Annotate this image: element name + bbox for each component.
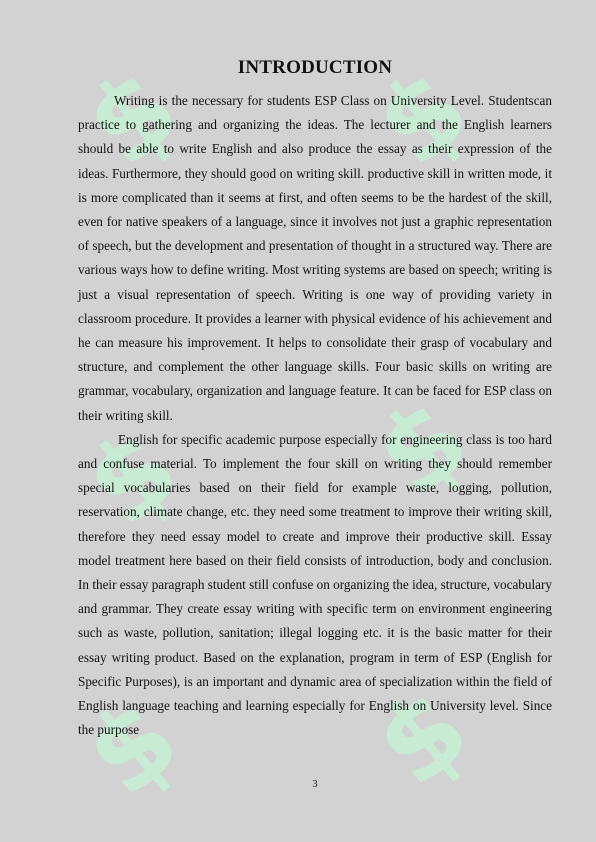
svg-text:$: $ bbox=[80, 50, 200, 180]
svg-text:$: $ bbox=[370, 50, 490, 180]
paragraph: English for specific academic purpose especially for engineering class is too hard and confuse material. To implement the four skill on writing they should remember special vocabularies based on their field for example waste, logging, pollution, reservation, climate change, etc. they need some treatment to improve their writing skill, therefore they need essay model to create and improve their productive skill. Essay model treatment here based on their field consists of introduction, body and conclusion. In their essay paragraph student still confuse on organizing the idea, structure, vocabulary and grammar. They create essay writing with specific term on environment engineering such as waste, pollution, sanitation; illegal logging etc. it is the basic matter for their essay writing product. Based on the explanation, program in term of ESP (English for Specific Purposes), is an important and dynamic area of specialization within the field of English language teaching and learning especially for English on University level. Since the purpose bbox=[78, 431, 552, 738]
svg-text:$: $ bbox=[80, 680, 200, 810]
page-title: INTRODUCTION bbox=[237, 57, 393, 78]
svg-text:$: $ bbox=[370, 670, 490, 800]
page-number: 3 bbox=[312, 779, 318, 790]
svg-text:$: $ bbox=[370, 380, 490, 510]
paragraph: Writing is the necessary for students ESP Class on University Level. Studentscan practice to gathering and organizing the ideas. The lecturer and the English learners should be able to write English and also produce the essay as their expression of the ideas. Furthermore, they should good on writing skill. productive skill in written mode, it is more complicated than it seems at first, and often seems to be the hardest of the skill, even for native speakers of a language, since it involves not just a graphic representation of speech, but the development and presentation of thought in a structured way. There are various ways how to define writing. Most writing systems are based on speech; writing is just a visual representation of speech. Writing is one way of providing variety in classroom procedure. It provides a learner with physical evidence of his achievement and he can measure his improvement. It helps to consolidate their grasp of vocabulary and structure, and complement the other language skills. Four basic skills on writing are grammar, vocabulary, organization and language feature. It can be faced for ESP class on their writing skill. bbox=[78, 93, 552, 423]
document-body bbox=[78, 89, 552, 742]
svg-text:$: $ bbox=[80, 410, 200, 540]
